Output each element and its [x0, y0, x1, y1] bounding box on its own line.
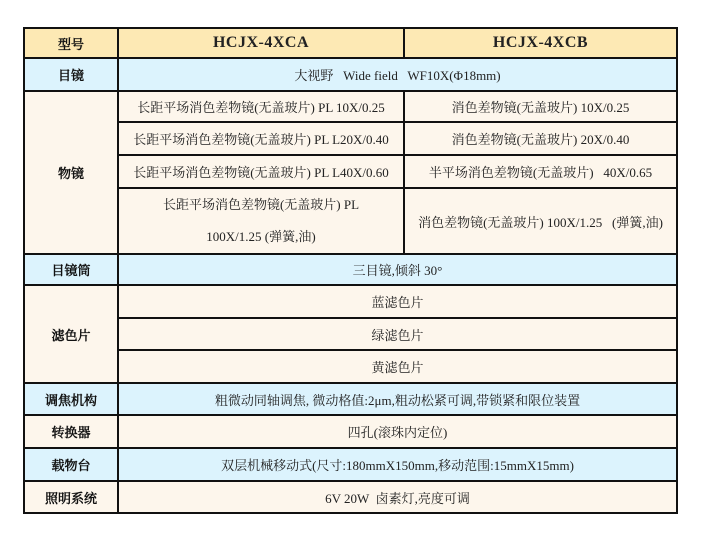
eyepiece-value: 大视野 Wide field WF10X(Φ18mm) — [118, 58, 677, 91]
spec-table — [23, 27, 678, 514]
focus-label: 调焦机构 — [24, 383, 118, 415]
filter-green: 绿滤色片 — [118, 318, 677, 350]
objective-a-2: 长距平场消色差物镜(无盖玻片) PL L20X/0.40 — [118, 122, 404, 155]
filter-blue: 蓝滤色片 — [118, 285, 677, 318]
illumination-value: 6V 20W 卤素灯,亮度可调 — [118, 481, 677, 513]
filter-label: 滤色片 — [24, 285, 118, 383]
objective-a-4: 长距平场消色差物镜(无盖玻片) PL 100X/1.25 (弹簧,油) — [118, 188, 404, 254]
eyepiece-row — [24, 58, 677, 91]
filter-row — [24, 350, 677, 383]
eyepiece-label: 目镜 — [24, 58, 118, 91]
model-label: 型号 — [24, 28, 118, 58]
objective-row — [24, 188, 677, 254]
header-row — [24, 28, 677, 58]
focus-row — [24, 383, 677, 415]
stage-value: 双层机械移动式(尺寸:180mmX150mm,移动范围:15mmX15mm) — [118, 448, 677, 481]
illumination-row — [24, 481, 677, 513]
stage-row — [24, 448, 677, 481]
objective-row — [24, 91, 677, 122]
stage-label: 载物台 — [24, 448, 118, 481]
model-b: HCJX-4XCB — [404, 28, 677, 58]
model-a: HCJX-4XCA — [118, 28, 404, 58]
filter-row — [24, 285, 677, 318]
focus-value: 粗微动同轴调焦, 微动格值:2μm,粗动松紧可调,带锁紧和限位装置 — [118, 383, 677, 415]
objective-b-1: 消色差物镜(无盖玻片) 10X/0.25 — [404, 91, 677, 122]
objective-row — [24, 122, 677, 155]
illumination-label: 照明系统 — [24, 481, 118, 513]
objective-a-1: 长距平场消色差物镜(无盖玻片) PL 10X/0.25 — [118, 91, 404, 122]
objective-b-2: 消色差物镜(无盖玻片) 20X/0.40 — [404, 122, 677, 155]
converter-row — [24, 415, 677, 448]
tube-value: 三目镜,倾斜 30° — [118, 254, 677, 285]
tube-label: 目镜筒 — [24, 254, 118, 285]
objective-b-3: 半平场消色差物镜(无盖玻片) 40X/0.65 — [404, 155, 677, 188]
objective-row — [24, 155, 677, 188]
objective-b-4: 消色差物镜(无盖玻片) 100X/1.25 (弹簧,油) — [404, 188, 677, 254]
objective-label: 物镜 — [24, 91, 118, 254]
filter-row — [24, 318, 677, 350]
objective-a-3: 长距平场消色差物镜(无盖玻片) PL L40X/0.60 — [118, 155, 404, 188]
tube-row — [24, 254, 677, 285]
converter-value: 四孔(滚珠内定位) — [118, 415, 677, 448]
converter-label: 转换器 — [24, 415, 118, 448]
filter-yellow: 黄滤色片 — [118, 350, 677, 383]
